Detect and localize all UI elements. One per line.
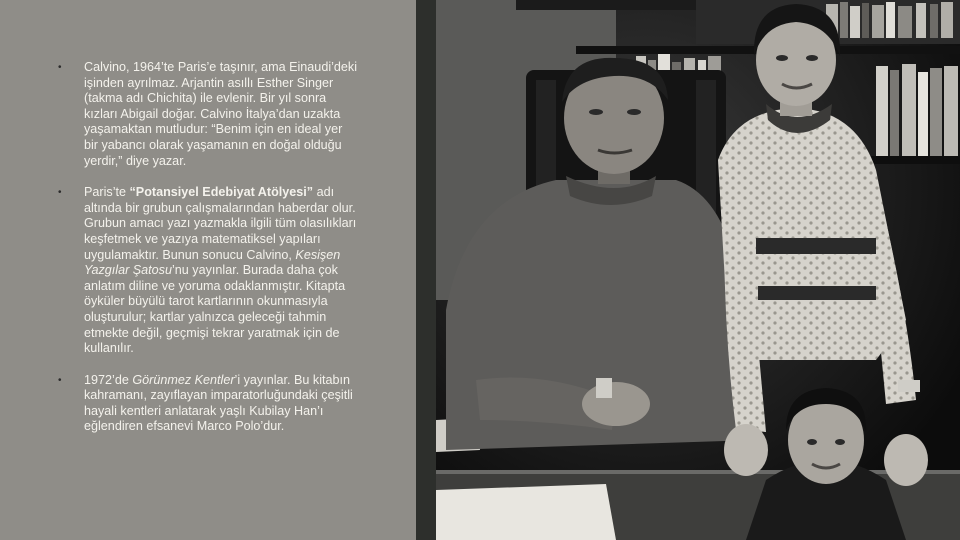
bullet-text-plain: Calvino, 1964’te Paris’e taşınır, ama Einaudi’deki işinden ayrılmaz. Arjantin asıllı Esther Singer (takma adı Chichita) ile evlenir. Bir yıl sonra kızları Abigail doğar. Calvino İtalya’dan uzakta yaşamaktan mutludur: “Benim için en ideal yer bir yabancı olarak yaşamanın en doğal olduğu yerdir,” diye yazar. <box>84 60 358 168</box>
bullet-text-plain: ’i yayınlar. Bu kitabın kahramanı, zayıflayan imparatorluğundaki çeşitli hayali kentleri anlatarak yaşlı Kubilay Han’ı eğlendiren efsanevi Marco Polo’dur. <box>84 372 353 434</box>
book-title: Kesişen Yazgılar Şatosu <box>84 247 341 278</box>
bullet-item <box>58 373 358 435</box>
book-title: Görünmez Kentler <box>132 372 235 387</box>
bullet-item <box>58 60 358 169</box>
bullet-text-plain: 1972’de <box>84 372 133 387</box>
bullet-dot: • <box>58 374 62 386</box>
bullet-text <box>84 60 358 169</box>
bullet-text-plain: ’nu yayınlar. Burada daha çok anlatım diline ve yoruma odaklanmıştır. Kitapta öyküler büyülü tarot kartlarının okunmasıyla oluşturulur; kartlar yalnızca geleceği tahmin etmekte değil, geçmişi tekrar yaratmak için de kullanılır. <box>84 263 346 356</box>
bullet-text-plain: adı altında bir grubun çalışmalarından haberdar olur. Grubun amacı yazı yazmakla ilgili tüm olasılıkları keşfetmek ve yazıya matematiksel yapıları uygulamaktır. Bunun sonucu Calvino, <box>84 185 357 262</box>
bullet-text <box>84 373 358 435</box>
family-photo-image <box>436 0 960 540</box>
divider-strip <box>416 0 436 540</box>
bullet-text-plain: Paris’te <box>84 185 130 200</box>
bullet-dot: • <box>58 187 62 199</box>
bullet-dot: • <box>58 62 62 73</box>
workshop-name: “Potansiyel Edebiyat Atölyesi” <box>129 185 314 200</box>
bullet-item <box>58 185 358 357</box>
family-photo <box>436 0 960 540</box>
text-column <box>58 60 358 451</box>
bullet-text <box>84 185 358 357</box>
